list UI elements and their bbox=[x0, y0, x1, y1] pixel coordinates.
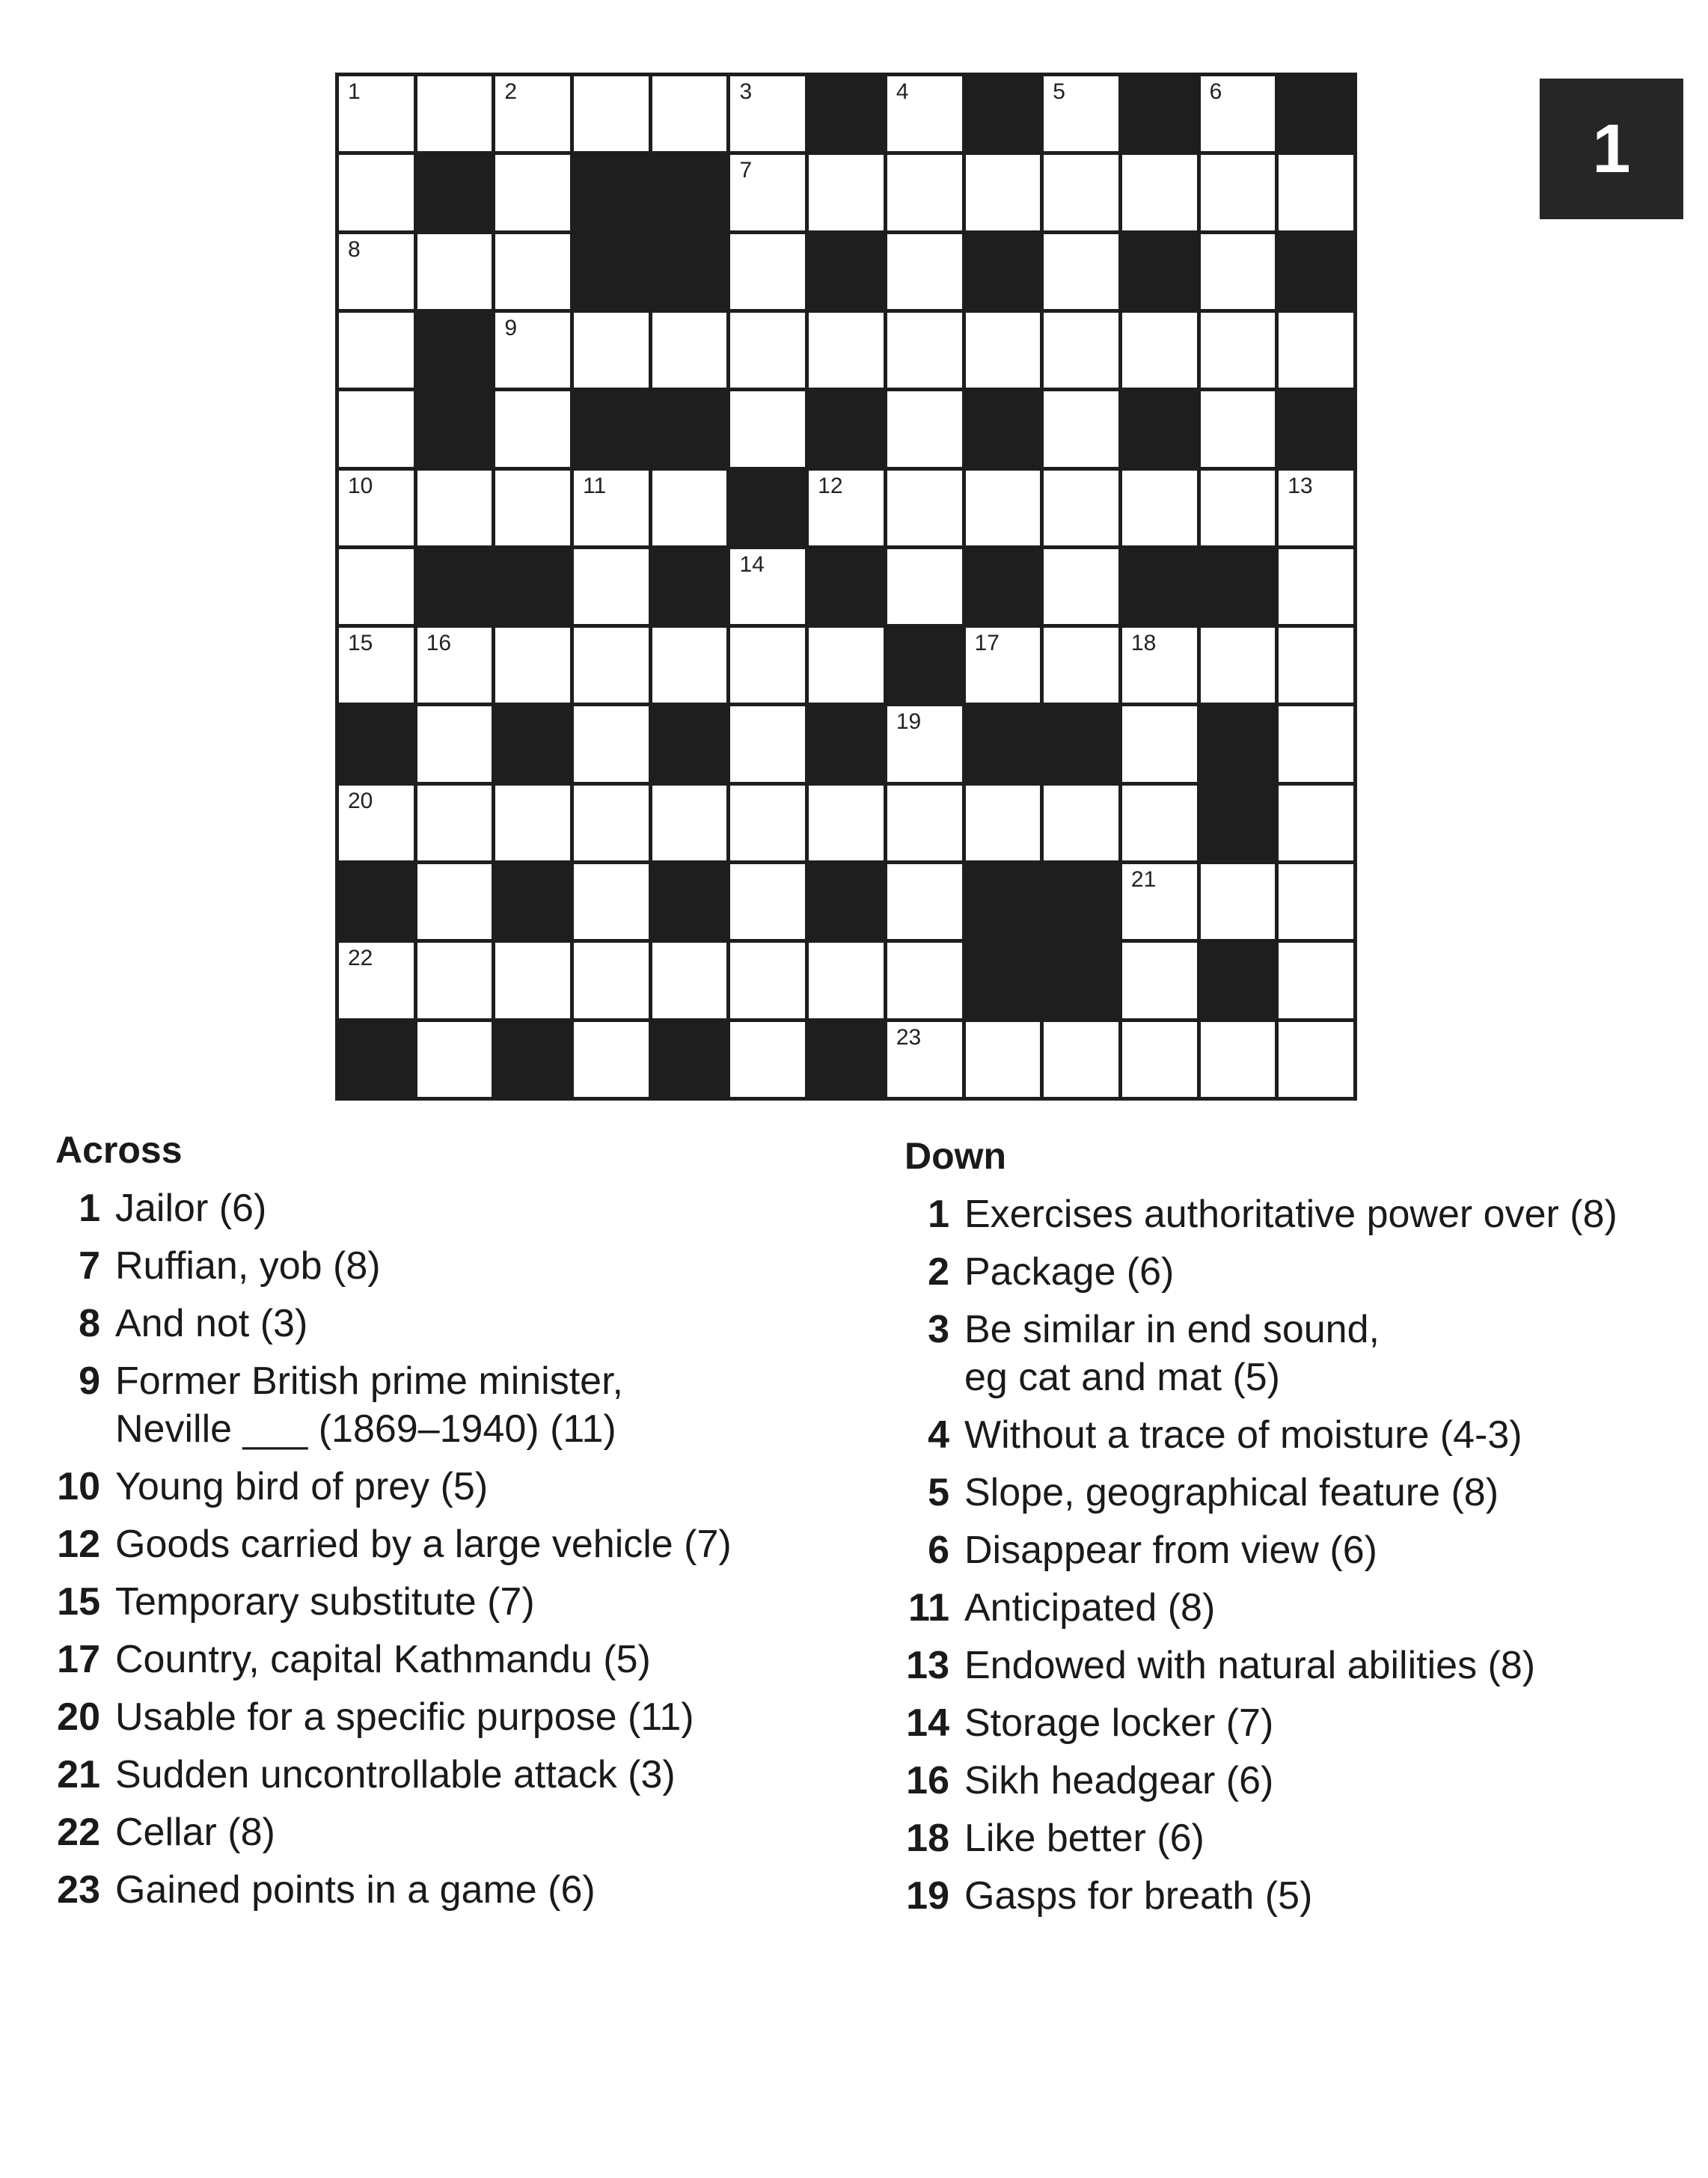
grid-cell[interactable] bbox=[1279, 1022, 1353, 1097]
down-clue bbox=[894, 1642, 1687, 1689]
clue-number: 3 bbox=[739, 79, 753, 104]
clue-number: 18 bbox=[1130, 631, 1157, 656]
clue-number: 7 bbox=[739, 158, 753, 183]
grid-cell[interactable] bbox=[417, 628, 492, 703]
block-cell bbox=[339, 1022, 414, 1097]
block-cell bbox=[1201, 786, 1276, 860]
grid-cell[interactable] bbox=[730, 313, 805, 388]
across-clue bbox=[45, 1866, 853, 1914]
grid-cell[interactable] bbox=[1279, 628, 1353, 703]
clue-number: 10 bbox=[57, 1465, 100, 1508]
clue-text: Anticipated (8) bbox=[964, 1586, 1216, 1630]
block-cell bbox=[1044, 864, 1118, 939]
down-clue-list bbox=[894, 1190, 1687, 1920]
block-cell bbox=[495, 864, 570, 939]
grid-cell[interactable] bbox=[417, 786, 492, 860]
clue-number: 3 bbox=[928, 1308, 949, 1351]
grid-cell[interactable] bbox=[574, 471, 649, 545]
down-clue bbox=[894, 1814, 1687, 1862]
clue-number: 18 bbox=[906, 1817, 949, 1860]
grid-cell[interactable] bbox=[574, 706, 649, 781]
grid-cell[interactable] bbox=[1201, 471, 1276, 545]
grid-cell[interactable] bbox=[495, 471, 570, 545]
grid-cell[interactable] bbox=[966, 786, 1041, 860]
clue-number: 6 bbox=[1209, 79, 1222, 104]
page-number: 1 bbox=[1592, 110, 1631, 187]
clue-number: 14 bbox=[906, 1701, 949, 1745]
clue-number: 8 bbox=[348, 236, 361, 262]
block-cell bbox=[1122, 549, 1197, 624]
grid-cell[interactable] bbox=[339, 76, 414, 151]
block-cell bbox=[1279, 391, 1353, 466]
grid-cell[interactable] bbox=[417, 864, 492, 939]
grid-cell[interactable] bbox=[574, 1022, 649, 1097]
across-clue bbox=[45, 1808, 853, 1856]
grid-cell[interactable] bbox=[966, 1022, 1041, 1097]
block-cell bbox=[652, 155, 727, 230]
grid-cell[interactable] bbox=[1044, 786, 1118, 860]
grid-cell[interactable] bbox=[1122, 471, 1197, 545]
across-clue bbox=[45, 1751, 853, 1799]
clue-number: 15 bbox=[57, 1580, 100, 1624]
grid-cell[interactable] bbox=[1201, 864, 1276, 939]
down-clue bbox=[894, 1190, 1687, 1238]
grid-cell[interactable] bbox=[417, 943, 492, 1018]
grid-cell[interactable] bbox=[1044, 549, 1118, 624]
clue-text: Goods carried by a large vehicle (7) bbox=[115, 1523, 732, 1566]
block-cell bbox=[417, 549, 492, 624]
clue-text: Young bird of prey (5) bbox=[115, 1465, 489, 1508]
clue-number: 6 bbox=[928, 1529, 949, 1572]
grid-cell[interactable] bbox=[887, 864, 962, 939]
block-cell bbox=[887, 628, 962, 703]
grid-cell[interactable] bbox=[1122, 786, 1197, 860]
clue-number: 17 bbox=[974, 631, 1000, 656]
block-cell bbox=[1201, 706, 1276, 781]
clue-text: Gained points in a game (6) bbox=[115, 1868, 596, 1912]
grid-cell[interactable] bbox=[887, 391, 962, 466]
clue-number: 23 bbox=[57, 1868, 100, 1912]
grid-cell[interactable] bbox=[1279, 864, 1353, 939]
grid-cell[interactable] bbox=[574, 943, 649, 1018]
grid-cell[interactable] bbox=[1201, 155, 1276, 230]
clue-number: 12 bbox=[57, 1523, 100, 1566]
grid-cell[interactable] bbox=[1279, 943, 1353, 1018]
block-cell bbox=[417, 391, 492, 466]
grid-cell[interactable] bbox=[966, 155, 1041, 230]
grid-cell[interactable] bbox=[495, 76, 570, 151]
grid-cell[interactable] bbox=[495, 786, 570, 860]
grid-cell[interactable] bbox=[1279, 155, 1353, 230]
block-cell bbox=[809, 864, 884, 939]
grid-cell[interactable] bbox=[652, 471, 727, 545]
down-clue bbox=[894, 1584, 1687, 1632]
block-cell bbox=[809, 234, 884, 309]
grid-cell[interactable] bbox=[809, 786, 884, 860]
clue-text: Temporary substitute (7) bbox=[115, 1580, 535, 1624]
grid-cell[interactable] bbox=[574, 864, 649, 939]
grid-cell[interactable] bbox=[966, 628, 1041, 703]
clue-number: 12 bbox=[818, 473, 843, 498]
down-clue bbox=[894, 1469, 1687, 1517]
across-clue bbox=[45, 1242, 853, 1290]
down-clue bbox=[894, 1306, 1687, 1401]
block-cell bbox=[652, 549, 727, 624]
grid-cell[interactable] bbox=[730, 864, 805, 939]
grid-cell[interactable] bbox=[1044, 628, 1118, 703]
grid-cell[interactable] bbox=[652, 786, 727, 860]
grid-cell[interactable] bbox=[730, 391, 805, 466]
block-cell bbox=[1122, 391, 1197, 466]
grid-cell[interactable] bbox=[339, 471, 414, 545]
clue-number: 2 bbox=[928, 1250, 949, 1294]
block-cell bbox=[652, 706, 727, 781]
grid-cell[interactable] bbox=[339, 786, 414, 860]
down-clue bbox=[894, 1411, 1687, 1459]
block-cell bbox=[966, 943, 1041, 1018]
block-cell bbox=[495, 549, 570, 624]
down-clue bbox=[894, 1699, 1687, 1747]
clue-number: 15 bbox=[348, 631, 373, 656]
block-cell bbox=[417, 313, 492, 388]
grid-cell[interactable] bbox=[1122, 628, 1197, 703]
grid-cell[interactable] bbox=[1201, 391, 1276, 466]
page-number-badge bbox=[1540, 79, 1683, 219]
block-cell bbox=[966, 391, 1041, 466]
block-cell bbox=[966, 549, 1041, 624]
down-heading: Down bbox=[904, 1135, 1007, 1177]
grid-cell[interactable] bbox=[1279, 471, 1353, 545]
across-clue bbox=[45, 1636, 853, 1683]
across-clue bbox=[45, 1578, 853, 1626]
clue-number: 20 bbox=[348, 788, 373, 813]
down-clue bbox=[894, 1526, 1687, 1574]
clue-text: Country, capital Kathmandu (5) bbox=[115, 1638, 651, 1681]
grid-cell[interactable] bbox=[887, 786, 962, 860]
clue-text: Cellar (8) bbox=[115, 1811, 275, 1854]
block-cell bbox=[574, 391, 649, 466]
clue-number: 19 bbox=[896, 709, 922, 735]
grid-cell[interactable] bbox=[809, 471, 884, 545]
grid-cell[interactable] bbox=[574, 786, 649, 860]
clue-number: 23 bbox=[896, 1024, 922, 1050]
grid-cell[interactable] bbox=[887, 706, 962, 781]
grid-cell[interactable] bbox=[574, 628, 649, 703]
grid-cell[interactable] bbox=[730, 943, 805, 1018]
grid-cell[interactable] bbox=[417, 471, 492, 545]
grid-cell[interactable] bbox=[339, 391, 414, 466]
grid-cell[interactable] bbox=[1201, 313, 1276, 388]
across-clue bbox=[45, 1300, 853, 1348]
block-cell bbox=[809, 1022, 884, 1097]
clue-text: Slope, geographical feature (8) bbox=[964, 1471, 1499, 1514]
grid-cell[interactable] bbox=[966, 471, 1041, 545]
grid-cell[interactable] bbox=[809, 943, 884, 1018]
across-heading: Across bbox=[55, 1129, 183, 1171]
grid-cell[interactable] bbox=[1122, 864, 1197, 939]
grid-cell[interactable] bbox=[887, 1022, 962, 1097]
clue-number: 22 bbox=[348, 946, 373, 971]
grid-cell[interactable] bbox=[730, 786, 805, 860]
block-cell bbox=[652, 864, 727, 939]
grid-cell[interactable] bbox=[339, 313, 414, 388]
clue-text: Be similar in end sound, eg cat and mat (5) bbox=[964, 1308, 1380, 1399]
grid-cell[interactable] bbox=[495, 628, 570, 703]
grid-cell[interactable] bbox=[1201, 76, 1276, 151]
grid-cell[interactable] bbox=[495, 155, 570, 230]
block-cell bbox=[809, 391, 884, 466]
block-cell bbox=[495, 706, 570, 781]
grid-cell[interactable] bbox=[1044, 76, 1118, 151]
grid-cell[interactable] bbox=[887, 471, 962, 545]
grid-cell[interactable] bbox=[1279, 786, 1353, 860]
grid-cell[interactable] bbox=[574, 76, 649, 151]
grid-cell[interactable] bbox=[1201, 234, 1276, 309]
block-cell bbox=[339, 864, 414, 939]
grid-cell[interactable] bbox=[417, 1022, 492, 1097]
block-cell bbox=[1201, 549, 1276, 624]
clue-text: Jailor (6) bbox=[115, 1187, 267, 1230]
crossword-grid bbox=[335, 73, 1357, 1101]
block-cell bbox=[1122, 234, 1197, 309]
block-cell bbox=[1279, 76, 1353, 151]
block-cell bbox=[809, 76, 884, 151]
grid-cell[interactable] bbox=[339, 549, 414, 624]
grid-cell[interactable] bbox=[887, 155, 962, 230]
clue-text: Storage locker (7) bbox=[964, 1701, 1274, 1745]
across-clue bbox=[45, 1357, 853, 1453]
grid-cell[interactable] bbox=[417, 234, 492, 309]
grid-cell[interactable] bbox=[1122, 155, 1197, 230]
block-cell bbox=[1201, 943, 1276, 1018]
grid-cell[interactable] bbox=[574, 549, 649, 624]
block-cell bbox=[966, 234, 1041, 309]
down-clue bbox=[894, 1248, 1687, 1296]
clue-number: 11 bbox=[908, 1586, 949, 1630]
block-cell bbox=[574, 234, 649, 309]
block-cell bbox=[966, 706, 1041, 781]
grid-cell[interactable] bbox=[1122, 1022, 1197, 1097]
grid-cell[interactable] bbox=[652, 76, 727, 151]
grid-cell[interactable] bbox=[1122, 313, 1197, 388]
grid-cell[interactable] bbox=[809, 155, 884, 230]
grid-cell[interactable] bbox=[652, 628, 727, 703]
clue-text: Ruffian, yob (8) bbox=[115, 1244, 381, 1288]
grid-cell[interactable] bbox=[1044, 313, 1118, 388]
grid-cell[interactable] bbox=[417, 76, 492, 151]
grid-cell[interactable] bbox=[730, 234, 805, 309]
grid-cell[interactable] bbox=[339, 628, 414, 703]
grid-cell[interactable] bbox=[417, 706, 492, 781]
block-cell bbox=[1044, 706, 1118, 781]
clue-number: 13 bbox=[1288, 473, 1313, 498]
clue-text: Endowed with natural abilities (8) bbox=[964, 1644, 1536, 1687]
grid-cell[interactable] bbox=[887, 234, 962, 309]
grid-cell[interactable] bbox=[574, 313, 649, 388]
grid-cell[interactable] bbox=[809, 313, 884, 388]
block-cell bbox=[1122, 76, 1197, 151]
grid-cell[interactable] bbox=[966, 313, 1041, 388]
clue-text: Sudden uncontrollable attack (3) bbox=[115, 1753, 676, 1796]
clue-number: 10 bbox=[348, 473, 373, 498]
clue-number: 21 bbox=[57, 1753, 100, 1796]
grid-cell[interactable] bbox=[495, 943, 570, 1018]
clue-text: Usable for a specific purpose (11) bbox=[115, 1695, 694, 1739]
grid-cell[interactable] bbox=[339, 943, 414, 1018]
grid-cell[interactable] bbox=[495, 391, 570, 466]
across-clue-list bbox=[45, 1184, 853, 1914]
grid-cell[interactable] bbox=[1044, 234, 1118, 309]
clue-number: 8 bbox=[79, 1302, 100, 1345]
grid-cell[interactable] bbox=[730, 76, 805, 151]
block-cell bbox=[417, 155, 492, 230]
block-cell bbox=[652, 1022, 727, 1097]
clue-number: 1 bbox=[348, 79, 361, 104]
clue-number: 13 bbox=[906, 1644, 949, 1687]
grid-cell[interactable] bbox=[495, 313, 570, 388]
grid-cell[interactable] bbox=[1122, 943, 1197, 1018]
grid-cell[interactable] bbox=[1279, 706, 1353, 781]
grid-cell[interactable] bbox=[887, 549, 962, 624]
grid-cell[interactable] bbox=[1044, 391, 1118, 466]
across-clues bbox=[45, 1130, 853, 1924]
grid-cell[interactable] bbox=[339, 234, 414, 309]
grid-cell[interactable] bbox=[652, 943, 727, 1018]
clue-text: Sikh headgear (6) bbox=[964, 1759, 1274, 1802]
grid-cell[interactable] bbox=[887, 313, 962, 388]
grid-cell[interactable] bbox=[1201, 1022, 1276, 1097]
grid-cell[interactable] bbox=[339, 155, 414, 230]
block-cell bbox=[339, 706, 414, 781]
block-cell bbox=[574, 155, 649, 230]
clue-number: 4 bbox=[928, 1413, 949, 1457]
clue-text: Package (6) bbox=[964, 1250, 1175, 1294]
clue-text: Exercises authoritative power over (8) bbox=[964, 1193, 1617, 1236]
clue-text: And not (3) bbox=[115, 1302, 308, 1345]
clue-number: 17 bbox=[57, 1638, 100, 1681]
clue-number: 5 bbox=[928, 1471, 949, 1514]
block-cell bbox=[809, 549, 884, 624]
clue-number: 5 bbox=[1053, 79, 1065, 104]
across-clue bbox=[45, 1184, 853, 1232]
across-clue bbox=[45, 1520, 853, 1568]
grid-cell[interactable] bbox=[1044, 471, 1118, 545]
clue-number: 2 bbox=[504, 79, 518, 104]
grid-cell[interactable] bbox=[1122, 706, 1197, 781]
grid-cell[interactable] bbox=[1279, 549, 1353, 624]
clue-text: Former British prime minister, Neville ___ (1869–1940) (11) bbox=[115, 1359, 623, 1451]
clue-number: 16 bbox=[906, 1759, 949, 1802]
grid-cell[interactable] bbox=[887, 76, 962, 151]
grid-cell[interactable] bbox=[495, 234, 570, 309]
block-cell bbox=[1279, 234, 1353, 309]
clue-number: 7 bbox=[79, 1244, 100, 1288]
clue-text: Disappear from view (6) bbox=[964, 1529, 1377, 1572]
grid-cell[interactable] bbox=[730, 628, 805, 703]
across-clue bbox=[45, 1463, 853, 1511]
grid-cell[interactable] bbox=[730, 706, 805, 781]
block-cell bbox=[652, 234, 727, 309]
grid-cell[interactable] bbox=[1044, 155, 1118, 230]
grid-cell[interactable] bbox=[1201, 628, 1276, 703]
clue-text: Like better (6) bbox=[964, 1817, 1205, 1860]
block-cell bbox=[966, 76, 1041, 151]
grid-cell[interactable] bbox=[809, 628, 884, 703]
block-cell bbox=[652, 391, 727, 466]
clue-number: 21 bbox=[1130, 867, 1157, 893]
grid-cell[interactable] bbox=[1044, 1022, 1118, 1097]
grid-cell[interactable] bbox=[730, 155, 805, 230]
down-clues bbox=[894, 1136, 1687, 1930]
clue-number: 1 bbox=[79, 1187, 100, 1230]
grid-cell[interactable] bbox=[730, 549, 805, 624]
across-clue bbox=[45, 1693, 853, 1741]
clue-number: 22 bbox=[57, 1811, 100, 1854]
down-clue bbox=[894, 1757, 1687, 1805]
clue-number: 14 bbox=[739, 551, 765, 577]
down-clue bbox=[894, 1872, 1687, 1920]
grid-cell[interactable] bbox=[887, 943, 962, 1018]
clue-number: 16 bbox=[426, 631, 452, 656]
clue-number: 1 bbox=[928, 1193, 949, 1236]
grid-cell[interactable] bbox=[1279, 313, 1353, 388]
clue-number: 4 bbox=[896, 79, 909, 104]
clue-number: 11 bbox=[583, 473, 607, 498]
clue-number: 20 bbox=[57, 1695, 100, 1739]
block-cell bbox=[730, 471, 805, 545]
grid-cell[interactable] bbox=[652, 313, 727, 388]
block-cell bbox=[495, 1022, 570, 1097]
block-cell bbox=[1044, 943, 1118, 1018]
clue-text: Gasps for breath (5) bbox=[964, 1874, 1313, 1918]
clue-number: 9 bbox=[79, 1359, 100, 1403]
block-cell bbox=[966, 864, 1041, 939]
grid-cell[interactable] bbox=[730, 1022, 805, 1097]
clue-number: 19 bbox=[906, 1874, 949, 1918]
clue-text: Without a trace of moisture (4-3) bbox=[964, 1413, 1522, 1457]
clue-number: 9 bbox=[504, 315, 518, 340]
block-cell bbox=[809, 706, 884, 781]
